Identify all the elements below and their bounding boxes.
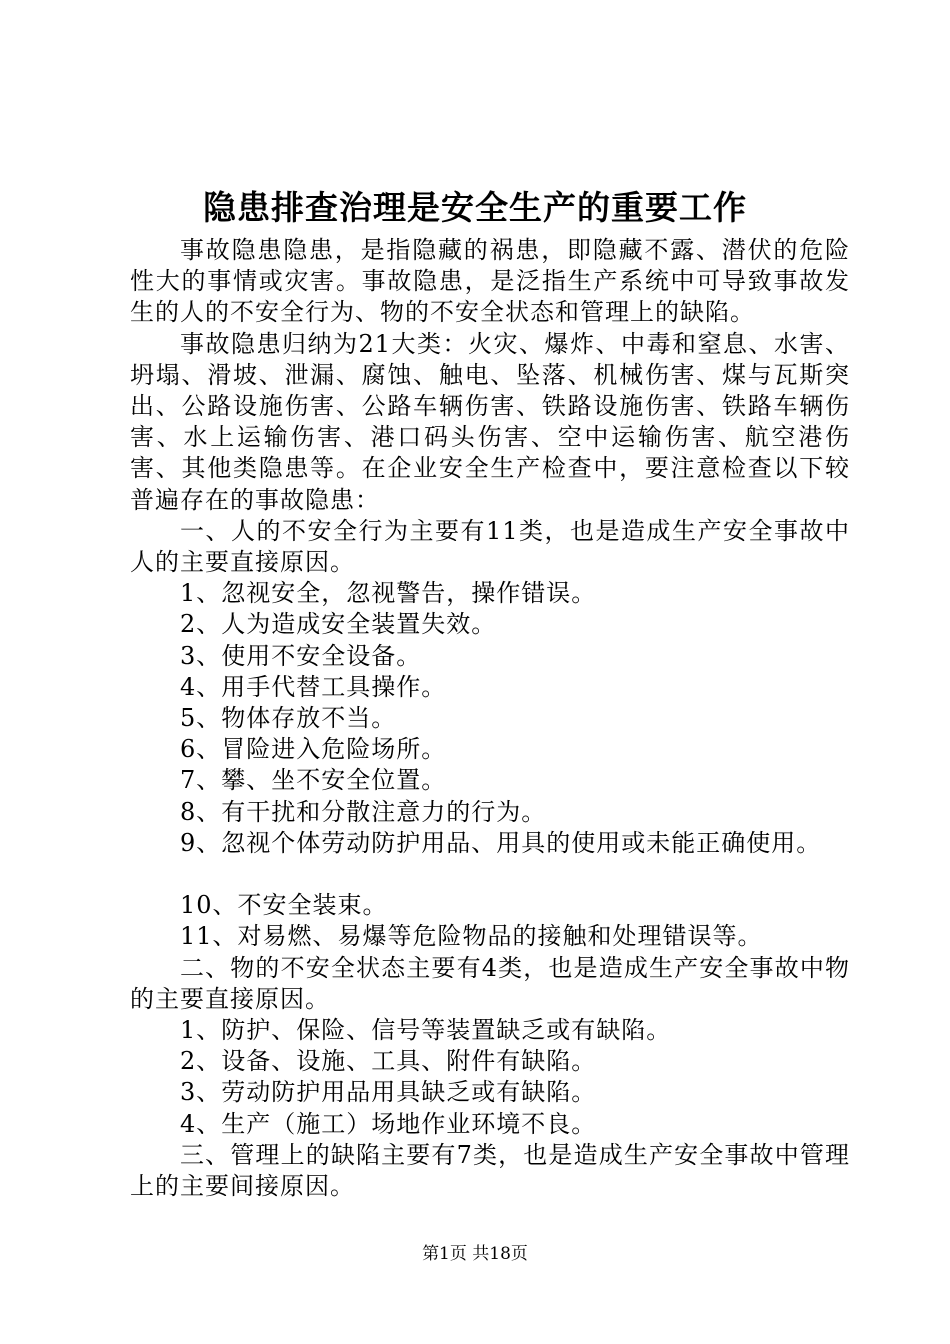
list-item: 4、生产（施工）场地作业环境不良。	[180, 1109, 597, 1138]
list-item: 10、不安全装束。	[180, 891, 388, 920]
section-heading: 三、管理上的缺陷主要有7类，也是造成生产安全事故中管理上的主要间接原因。	[130, 1140, 850, 1201]
list-item: 1、防护、保险、信号等装置缺乏或有缺陷。	[180, 1016, 672, 1045]
list-item: 1、忽视安全，忽视警告，操作错误。	[180, 579, 597, 608]
section-heading: 二、物的不安全状态主要有4类，也是造成生产安全事故中物的主要直接原因。	[130, 953, 850, 1013]
list-item: 4、用手代替工具操作。	[180, 672, 447, 701]
list-item: 2、人为造成安全装置失效。	[180, 610, 497, 639]
document-body	[130, 235, 850, 1202]
paragraph: 事故隐患隐患，是指隐藏的祸患，即隐藏不露、潜伏的危险性大的事情或灾害。事故隐患，是泛指生产系统中可导致事故发生的人的不安全行为、物的不安全状态和管理上的缺陷。	[130, 236, 850, 327]
list-item: 11、对易燃、易爆等危险物品的接触和处理错误等。	[180, 922, 763, 951]
list-item: 9、忽视个体劳动防护用品、用具的使用或未能正确使用。	[180, 828, 822, 857]
list-item: 3、使用不安全设备。	[180, 641, 422, 670]
list-item: 2、设备、设施、工具、附件有缺陷。	[180, 1047, 597, 1076]
list-item: 3、劳动防护用品用具缺乏或有缺陷。	[180, 1078, 597, 1107]
list-item: 8、有干扰和分散注意力的行为。	[180, 797, 547, 826]
list-item: 5、物体存放不当。	[180, 704, 397, 733]
list-item: 6、冒险进入危险场所。	[180, 735, 447, 764]
paragraph: 事故隐患归纳为21大类：火灾、爆炸、中毒和窒息、水害、坍塌、滑坡、泄漏、腐蚀、触电、坠落、机械伤害、煤与瓦斯突出、公路设施伤害、公路车辆伤害、铁路设施伤害、铁路车辆伤害、水上运输伤害、港口码头伤害、空中运输伤害、航空港伤害、其他类隐患等。在企业安全生产检查中，要注意检查以下较普遍存在的事故隐患：	[130, 329, 850, 514]
page-number: 第1页 共18页	[422, 1244, 528, 1264]
section-heading: 一、人的不安全行为主要有11类，也是造成生产安全事故中人的主要直接原因。	[130, 516, 850, 577]
document-title: 隐患排查治理是安全生产的重要工作	[203, 188, 747, 227]
list-item: 7、攀、坐不安全位置。	[180, 766, 447, 795]
blank-line	[130, 859, 850, 890]
